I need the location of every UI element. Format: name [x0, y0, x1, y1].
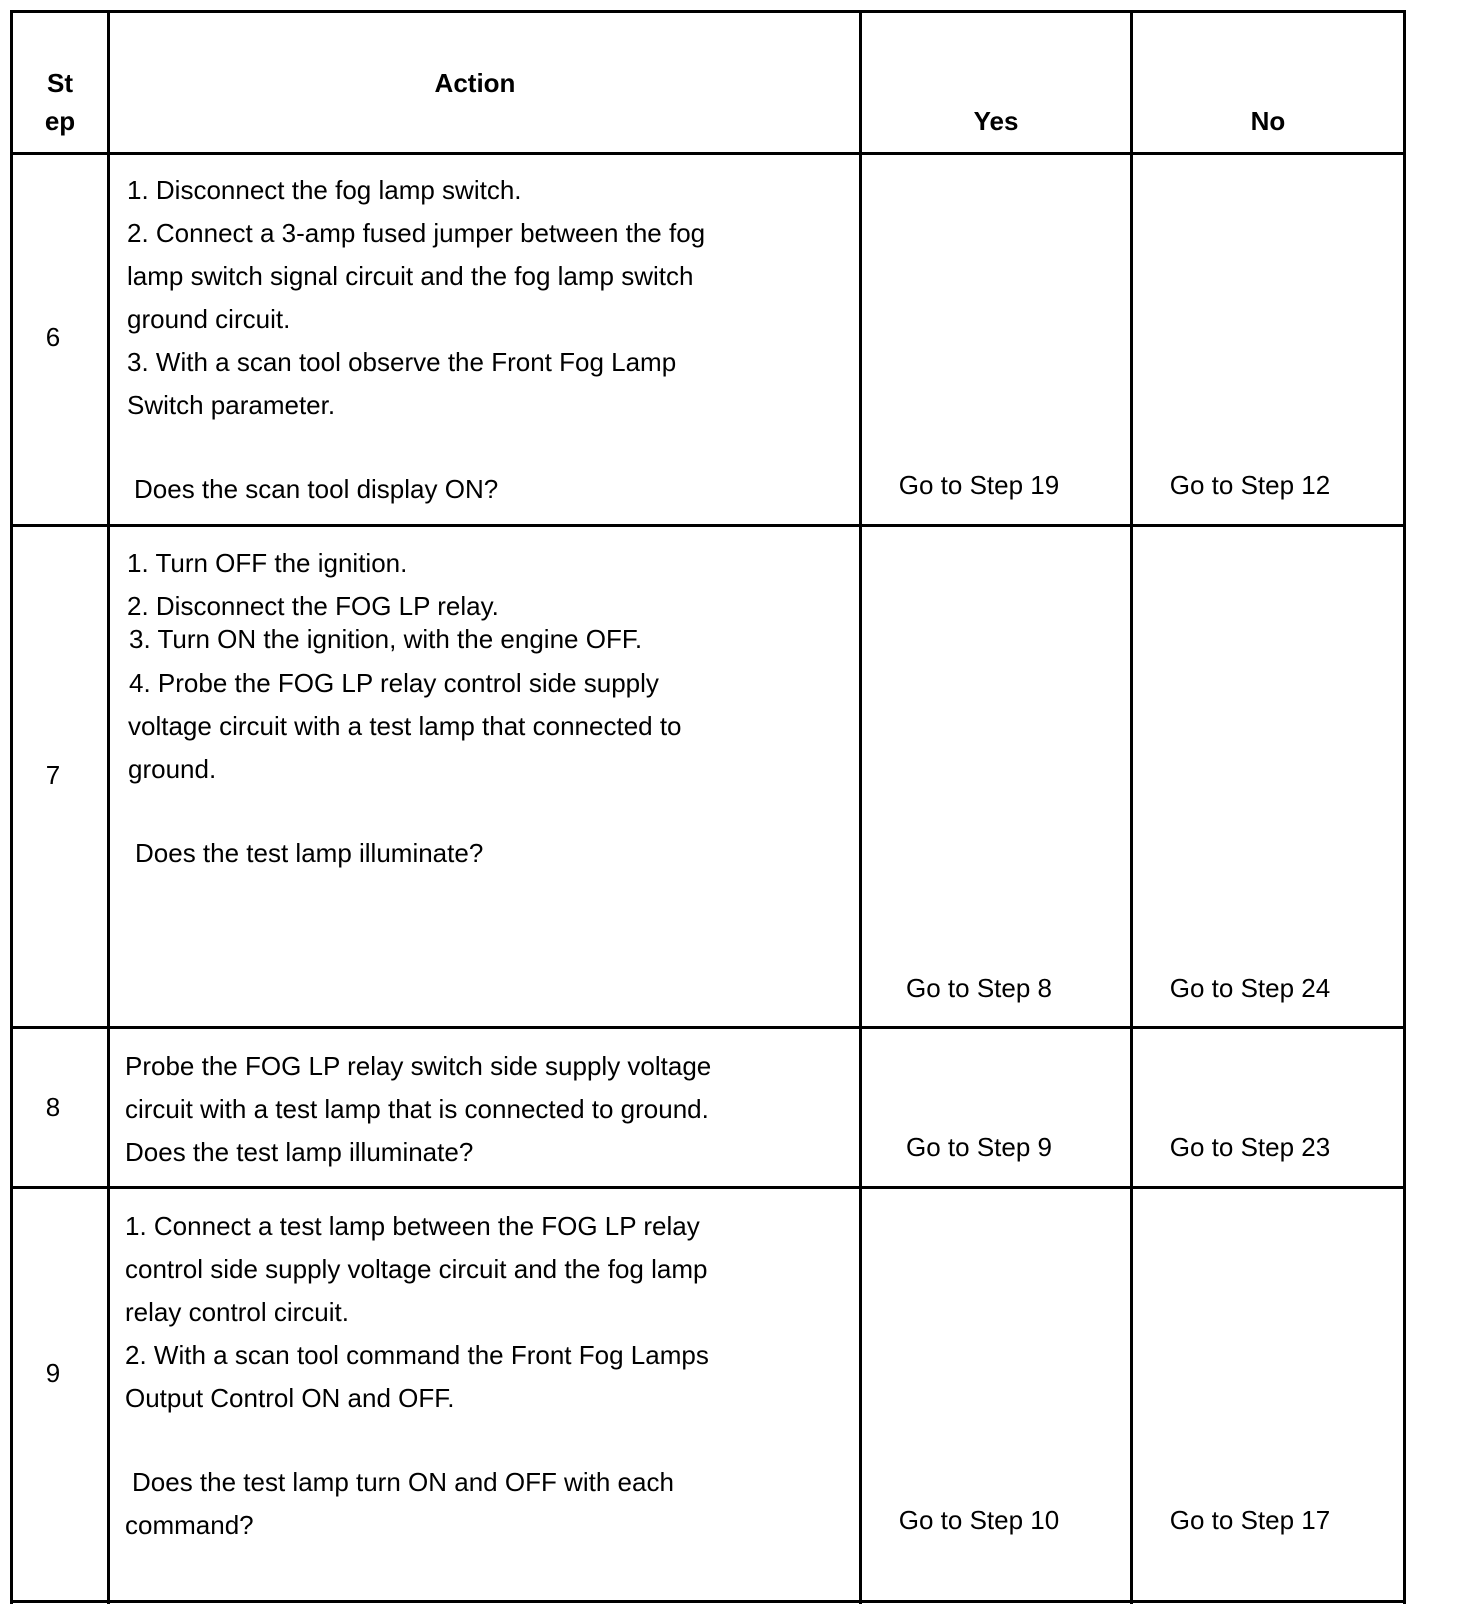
action-question: Does the scan tool display ON?	[134, 474, 499, 504]
header-yes: Yes	[973, 106, 1019, 136]
column-divider-yes	[1130, 10, 1133, 1604]
header-step	[13, 64, 107, 140]
action-line: 2. Connect a 3-amp fused jumper between the fog	[127, 218, 706, 248]
action-line: Probe the FOG LP relay switch side supply voltage	[125, 1051, 712, 1081]
action-line: control side supply voltage circuit and the fog lamp	[125, 1254, 708, 1284]
row-divider-6	[10, 524, 1406, 527]
action-line: 1. Connect a test lamp between the FOG LP relay	[125, 1211, 700, 1241]
row-divider-header	[10, 152, 1406, 155]
action-line: 1. Turn OFF the ignition.	[127, 548, 408, 578]
action-question: Does the test lamp illuminate?	[125, 1137, 474, 1167]
yes-target: Go to Step 8	[906, 973, 1052, 1003]
action-line: 1. Disconnect the fog lamp switch.	[127, 175, 522, 205]
yes-target: Go to Step 10	[898, 1505, 1060, 1535]
column-divider-action	[859, 10, 862, 1604]
step-number: 8	[45, 1092, 61, 1122]
header-action: Action	[434, 68, 516, 98]
no-target: Go to Step 24	[1169, 973, 1331, 1003]
action-line: Switch parameter.	[127, 390, 336, 420]
table-border-right	[1403, 10, 1406, 1604]
row-divider-8	[10, 1186, 1406, 1189]
table-border-bottom	[10, 1600, 1406, 1603]
yes-target: Go to Step 19	[898, 470, 1060, 500]
step-number: 7	[45, 760, 61, 790]
header-step-line1: St	[47, 68, 73, 98]
action-line: circuit with a test lamp that is connected to ground.	[125, 1094, 709, 1124]
diagnostic-table	[10, 10, 1442, 1604]
row-divider-7	[10, 1026, 1406, 1029]
action-line: 3. With a scan tool observe the Front Fog Lamp	[127, 347, 677, 377]
header-no: No	[1250, 106, 1286, 136]
action-question: Does the test lamp illuminate?	[135, 838, 484, 868]
action-line: 4. Probe the FOG LP relay control side supply	[129, 668, 659, 698]
header-step-line2: ep	[44, 106, 76, 136]
action-line: 2. With a scan tool command the Front Fog Lamps	[125, 1340, 709, 1370]
action-question: Does the test lamp turn ON and OFF with each	[132, 1467, 674, 1497]
action-question-cont: command?	[125, 1510, 254, 1540]
no-target: Go to Step 12	[1169, 470, 1331, 500]
yes-target: Go to Step 9	[906, 1132, 1052, 1162]
column-divider-step	[107, 10, 110, 1604]
action-line: 3. Turn ON the ignition, with the engine OFF.	[129, 624, 643, 654]
action-line: relay control circuit.	[125, 1297, 349, 1327]
action-line: 2. Disconnect the FOG LP relay.	[127, 591, 499, 621]
action-line: lamp switch signal circuit and the fog lamp switch	[127, 261, 694, 291]
step-number: 6	[45, 322, 61, 352]
no-target: Go to Step 17	[1169, 1505, 1331, 1535]
action-line: Output Control ON and OFF.	[125, 1383, 455, 1413]
action-line: ground circuit.	[127, 304, 291, 334]
table-border-top	[10, 10, 1406, 13]
no-target: Go to Step 23	[1169, 1132, 1331, 1162]
action-line: voltage circuit with a test lamp that connected to	[128, 711, 682, 741]
action-line: ground.	[128, 754, 217, 784]
step-number: 9	[45, 1358, 61, 1388]
